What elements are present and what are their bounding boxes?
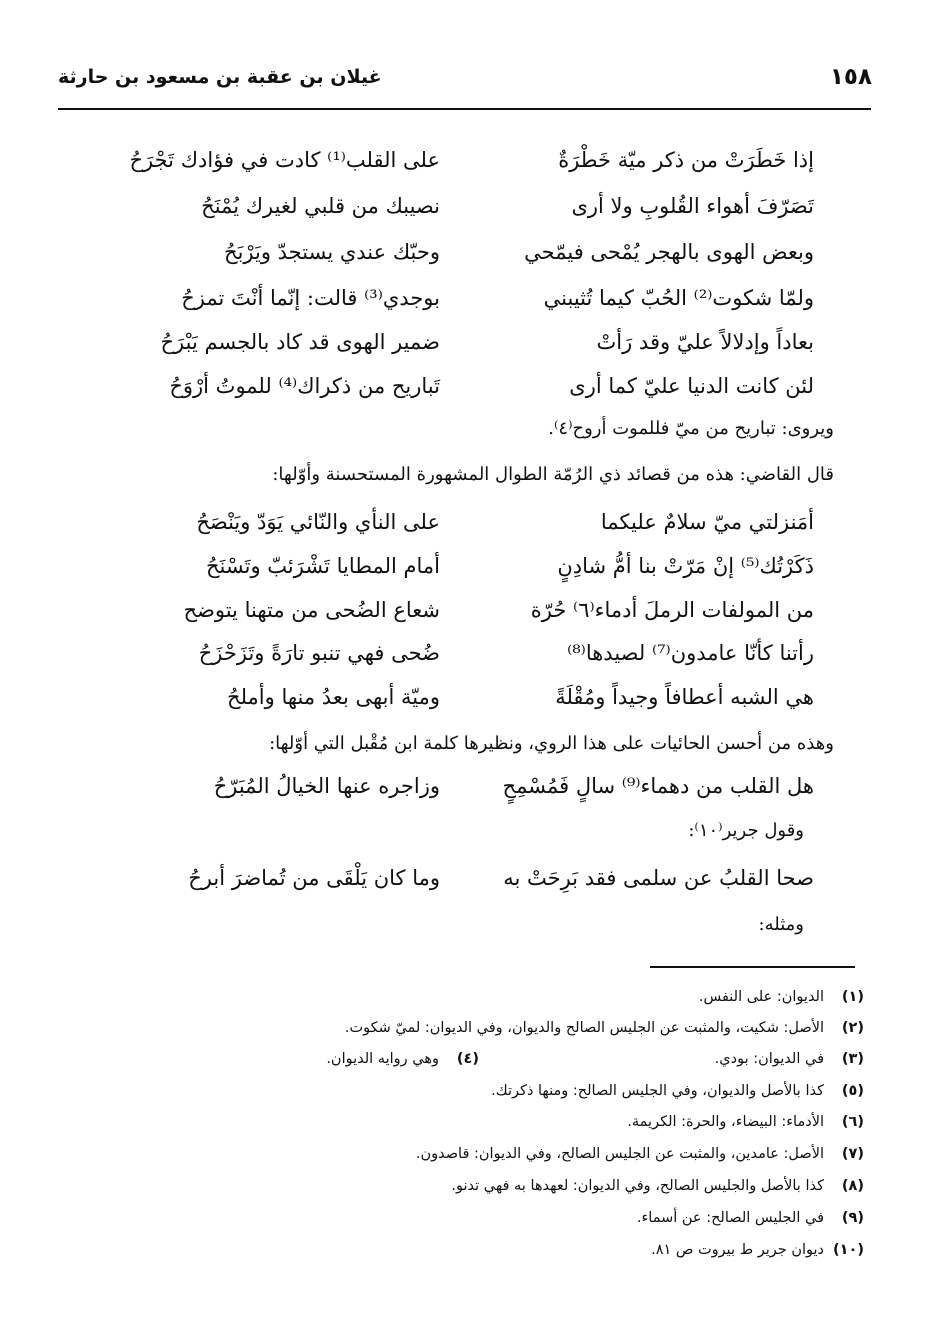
- variant-note: ويروى: تباريح من ميّ فللموت أروح⁽٤⁾.: [548, 418, 834, 439]
- footnote-text: الأصل: عامدين، والمثبت عن الجليس الصالح، وفي الديوان: قاصدون.: [415, 1146, 824, 1162]
- footnote-number: (٣): [841, 1051, 864, 1067]
- footnote-text: ديوان جرير ط بيروت ص ٨١.: [651, 1242, 824, 1258]
- verse-first-hemistich: من المولفات الرملَ أدماء⁽٦⁾ حُرّة: [530, 598, 814, 622]
- footnote: [637, 1207, 864, 1229]
- verse-second-hemistich: أمام المطايا تَشْرَئبّ وتَسْنَحُ: [206, 554, 440, 578]
- footnote: [699, 986, 864, 1008]
- verse-second-hemistich: شعاع الضُحى من متهنا يتوضح: [183, 598, 440, 622]
- footnote: [715, 1048, 864, 1070]
- footnote: [627, 1111, 864, 1133]
- footnote-number: (٥): [841, 1083, 864, 1099]
- verse-ibn-muqbil-second: وزاجره عنها الخيالُ المُبَرّحُ: [213, 774, 440, 798]
- footnote: [491, 1080, 864, 1102]
- verse-first-hemistich: تَصَرّفَ أهواء القُلوبِ ولا أرى: [571, 194, 814, 218]
- footnote: [345, 1017, 864, 1039]
- header-rule: [58, 108, 871, 110]
- verse-second-hemistich: ضمير الهوى قد كاد بالجسم يَبْرَحُ: [160, 330, 440, 354]
- verse-second-hemistich: نصيبك من قلبي لغيرك يُمْنَحُ: [201, 194, 440, 218]
- footnote: [416, 1143, 864, 1165]
- verse-first-hemistich: رأتنا كأنّا عامدون⁽⁷⁾ لصيدها⁽⁸⁾: [567, 641, 814, 665]
- verse-ibn-muqbil-first: هل القلب من دهماء⁽⁹⁾ سالٍ فَمُسْمِحٍ: [502, 774, 814, 798]
- footnote-text: وهي روايه الديوان.: [326, 1051, 439, 1067]
- footnote-number: (٨): [841, 1178, 864, 1194]
- hait-note: وهذه من أحسن الحائيات على هذا الروي، ونظيرها كلمة ابن مُقْبل التي أوّلها:: [269, 733, 834, 754]
- verse-first-hemistich: هي الشبه أعطافاً وجيداً ومُقْلَةً: [555, 685, 814, 709]
- footnote-number: (٢): [841, 1020, 864, 1036]
- jarir-intro: وقول جرير⁽١٠⁾:: [688, 820, 804, 841]
- verse-second-hemistich: تَباريح من ذكراك⁽⁴⁾ للموتُ أرْوَحُ: [169, 374, 440, 398]
- verse-first-hemistich: لئن كانت الدنيا عليّ كما أرى: [569, 374, 814, 398]
- footnote-number: (٧): [841, 1146, 864, 1162]
- verse-jarir-first: صحا القلبُ عن سلمى فقد بَرِحَتْ به: [503, 866, 814, 890]
- qadi-note: قال القاضي: هذه من قصائد ذي الرُمّة الطوال المشهورة المستحسنة وأوّلها:: [272, 464, 834, 485]
- footnote-text: في الديوان: بودي.: [714, 1051, 824, 1067]
- footnote-number: (٦): [841, 1114, 864, 1130]
- verse-second-hemistich: بوجدي⁽³⁾ قالت: إنّما أنْتَ تمزحُ: [181, 286, 440, 310]
- footnote: [451, 1175, 864, 1197]
- verse-first-hemistich: أمَنزلتي ميّ سلامٌ عليكما: [600, 510, 814, 534]
- footnote: [326, 1048, 479, 1070]
- verse-first-hemistich: بعاداً وإدلالاً عليّ وقد رَأتْ: [596, 330, 814, 354]
- footnote-number: (١٠): [833, 1242, 864, 1258]
- footnote-text: الأدماء: البيضاء، والحرة: الكريمة.: [627, 1114, 824, 1130]
- footnote: [651, 1239, 864, 1261]
- page-number: ١٥٨: [829, 64, 872, 90]
- verse-second-hemistich: على النأي والنّائي يَوَدّ ويَنْصَحُ: [196, 510, 440, 534]
- footnote-text: الديوان: على النفس.: [698, 989, 824, 1005]
- footnote-text: كذا بالأصل والديوان، وفي الجليس الصالح: ومنها ذكرتك.: [491, 1083, 824, 1099]
- footnote-separator: [650, 966, 855, 968]
- verse-second-hemistich: على القلب⁽¹⁾ كادت في فؤادك تَجْرَحُ: [129, 148, 440, 172]
- verse-first-hemistich: إذا خَطَرَتْ من ذكر ميّة خَطْرَةٌ: [558, 148, 814, 172]
- running-title: غيلان بن عقبة بن مسعود بن حارثة: [58, 66, 382, 88]
- verse-second-hemistich: وميّة أبهى بعدُ منها وأملحُ: [227, 685, 440, 709]
- verse-first-hemistich: ذَكَرْتُك⁽⁵⁾ إنْ مَرّتْ بنا أمُّ شادِنٍ: [557, 554, 814, 578]
- mithluh-label: ومثله:: [758, 914, 804, 935]
- verse-jarir-second: وما كان يَلْقَى من تُماضرَ أبرحُ: [188, 866, 440, 890]
- verse-second-hemistich: ضُحى فهي تنبو تارَةً وتَزَحْزَحُ: [198, 641, 440, 665]
- footnote-number: (٤): [456, 1051, 479, 1067]
- footnote-number: (٩): [841, 1210, 864, 1226]
- verse-first-hemistich: وبعض الهوى بالهجر يُمْحى فيمّحي: [524, 240, 814, 264]
- footnote-text: الأصل: شكيت، والمثبت عن الجليس الصالح والديوان، وفي الديوان: لميّ شكوت.: [344, 1020, 824, 1036]
- footnote-number: (١): [841, 989, 864, 1005]
- footnote-text: في الجليس الصالح: عن أسماء.: [636, 1210, 824, 1226]
- footnote-text: كذا بالأصل والجليس الصالح، وفي الديوان: لعهدها به فهي تدنو.: [451, 1178, 824, 1194]
- verse-second-hemistich: وحبّك عندي يستجدّ ويَرْبَحُ: [224, 240, 440, 264]
- verse-first-hemistich: ولمّا شكوت⁽²⁾ الحُبّ كيما تُثيبني: [543, 286, 814, 310]
